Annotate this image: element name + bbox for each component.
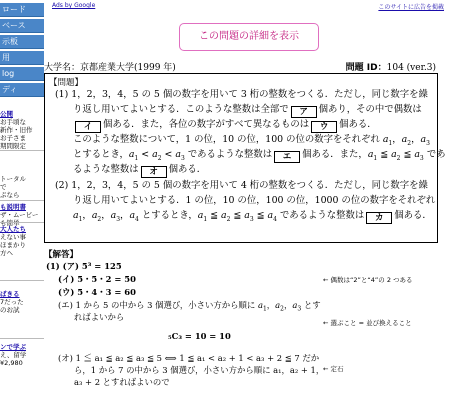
- margin-note: ← 偶数は“2”と“4”の 2 つある: [323, 276, 413, 284]
- ad-text: えない事: [0, 233, 26, 241]
- ad-title[interactable]: 公開: [0, 110, 13, 118]
- ad-title[interactable]: 大人たち: [0, 225, 26, 233]
- problem-text: このような整数について，1 の位，10 の位，100 の位の数字をそれぞれ: [73, 134, 380, 145]
- problem-line: このような整数について，1 の位，10 の位，100 の位の数字をそれぞれ $a_1$，$a_2$，$a_3$: [73, 134, 430, 147]
- margin-note: ← 選ぶこと = 並び換えること: [323, 319, 412, 327]
- answer-line: [74, 377, 170, 387]
- answer-text: (ウ) 5・4・3 = 60: [58, 287, 136, 297]
- answer-line: [74, 312, 124, 322]
- answer-text: (1) (ア) 5³ = 125: [46, 261, 122, 271]
- answer-text: ら，1 から 7 の中から 3 個選び，小さい方から順に a₁，a₂ + 1，: [74, 365, 325, 375]
- ad-text: 7だった: [0, 298, 24, 306]
- problem-text: とするとき，: [141, 210, 198, 221]
- university-name: 京都産業大学(1999 年): [80, 63, 176, 73]
- problem-id-label: 問題 ID：: [345, 63, 387, 73]
- ads-by-google-link[interactable]: Ads by Google: [52, 2, 96, 9]
- sidebar-nav: [0, 3, 44, 99]
- problem-text: 個あり，その中で偶数は: [318, 104, 422, 115]
- answer-line: [58, 287, 136, 297]
- ad-text: で: [0, 183, 7, 191]
- problem-text: であ: [426, 149, 446, 160]
- ad-title[interactable]: ばきる: [0, 290, 20, 298]
- problem-line: [55, 89, 428, 101]
- ad-text: ほまかり: [0, 241, 26, 249]
- problem-line: [73, 195, 435, 207]
- problem-line: [73, 164, 206, 178]
- problem-text: 個ある．また，: [302, 149, 368, 160]
- problem-line: とするとき，$a_1 < a_2 < a_3$ であるような整数は エ 個ある．また，$a_1$ ≦ $a_2$ ≦ $a_3$ であ: [73, 149, 446, 162]
- answer-box-o: オ: [141, 166, 167, 178]
- sidebar-ad[interactable]: [0, 110, 44, 150]
- answer-title: 【解答】: [44, 250, 79, 260]
- answer-text: a₃ + 2 とすればよいので: [74, 377, 170, 387]
- ad-text: お子さま: [0, 134, 26, 142]
- problem-text: (2) 1，2，3，4，5 の 5 個の数字を用いて 4 桁の整数をつくる．ただし，同じ数字を繰: [55, 180, 428, 191]
- answer-text: ₅C₃ = 10: [168, 331, 207, 341]
- answer-line: (エ) 1 から 5 の中から 3 個選び，小さい方から順に $a_1$，$a_2$，$a_3$ とす: [58, 300, 321, 313]
- answer-text: (オ) 1 ≦ a₁ ≦ a₂ ≦ a₃ ≦ 5 ⟺ 1 ≦ a₁ < a₂ + 1 < a₃ + 2 ≦ 7 だか: [58, 353, 320, 363]
- margin-note: ← 定石: [323, 365, 344, 373]
- left-sidebar: [0, 0, 44, 400]
- answer-line: [74, 365, 324, 375]
- university-label: 大学名：: [44, 63, 81, 73]
- problem-line: $a_1$，$a_2$，$a_3$，$a_4$ とするとき，$a_1$ ≦ $a_2$ ≦ $a_3$ ≦ $a_4$ であるような整数は カ 個ある．: [73, 210, 432, 223]
- answer-box-ka: カ: [366, 212, 392, 224]
- answer-text: (エ) 1 から 5 の中から 3 個選び，小さい方から順に: [58, 300, 256, 310]
- ad-text: え、留学: [0, 351, 27, 359]
- answer-line: [58, 353, 319, 363]
- ad-text: 期間限定: [0, 142, 26, 150]
- sidebar-ad[interactable]: [0, 343, 44, 367]
- answer-box-u: ウ: [311, 121, 337, 133]
- problem-text: るような整数は: [73, 164, 139, 175]
- sidebar-item-media[interactable]: ディ: [0, 83, 44, 97]
- ad-text: 方へ: [0, 249, 13, 257]
- ad-text: も簡単: [0, 219, 20, 227]
- sidebar-ad[interactable]: [0, 175, 44, 199]
- problem-line: [55, 180, 428, 192]
- answer-box-a: ア: [291, 106, 317, 118]
- sidebar-ad[interactable]: [0, 290, 44, 314]
- answer-line: [46, 261, 122, 271]
- problem-text: であるような整数は: [187, 149, 273, 160]
- sidebar-divider: [0, 338, 44, 339]
- answer-line: ₅C₃ = 10 = 10: [168, 331, 231, 341]
- problem-text: 個ある．: [339, 119, 377, 130]
- ad-text: ザ・ムービー: [0, 211, 39, 219]
- ad-title[interactable]: ンで学ぶ: [0, 343, 26, 351]
- ad-title[interactable]: も説明書: [0, 203, 26, 211]
- problem-text: とするとき，: [73, 149, 129, 160]
- sidebar-divider: [0, 222, 44, 223]
- problem-line: [73, 119, 377, 133]
- problem-text: 個ある．: [168, 164, 207, 175]
- answer-line: [58, 274, 136, 284]
- sidebar-item-board[interactable]: 示板: [0, 35, 44, 49]
- answer-box-e: エ: [274, 151, 300, 163]
- sidebar-ad[interactable]: [0, 203, 44, 227]
- ad-text: ¥2,980: [0, 359, 23, 367]
- advertise-link[interactable]: このサイトに広告を掲載: [378, 4, 444, 11]
- problem-text: (1) 1，2，3，4，5 の 5 個の数字を用いて 3 桁の整数をつくる．ただし，同じ数字を繰: [55, 89, 428, 100]
- ad-text: 新作・旧作: [0, 126, 33, 134]
- problem-text: 個ある．また，各位の数字がすべて異なるものは: [103, 119, 310, 130]
- problem-box: [44, 73, 446, 243]
- sidebar-ad[interactable]: [0, 225, 44, 257]
- sidebar-item-blog[interactable]: log: [0, 67, 44, 81]
- ad-text: トータル: [0, 175, 26, 183]
- university-line: [44, 60, 176, 73]
- answer-text: (イ) 5・5・2 = 50: [58, 274, 136, 284]
- problem-text: り返し用いてよいとする．このような整数は全部で: [73, 104, 289, 115]
- ad-text: ぷなら: [0, 191, 20, 199]
- answer-box-i: イ: [75, 121, 101, 133]
- answer-text: とす: [303, 300, 321, 310]
- problem-text: り返し用いてよいとする．1 の位，10 の位，100 の位，1000 の位の数字をそれぞれ: [73, 195, 436, 206]
- problem-text: であるような整数は: [279, 210, 365, 221]
- answer-text: ればよいから: [74, 312, 125, 322]
- problem-id-value: 104 (ver.3): [386, 63, 436, 73]
- problem-id: [346, 60, 436, 73]
- sidebar-divider: [0, 150, 44, 151]
- sidebar-item-download[interactable]: ロード: [0, 3, 44, 17]
- sidebar-item-usage[interactable]: 用: [0, 51, 44, 65]
- problem-text: 個ある．: [394, 210, 432, 221]
- sidebar-divider: [0, 280, 44, 281]
- ad-text: お手頃な: [0, 118, 26, 126]
- problem-line: [73, 104, 422, 118]
- sidebar-item-database[interactable]: ベース: [0, 19, 44, 33]
- show-detail-button[interactable]: この問題の詳細を表示: [179, 23, 319, 51]
- problem-title: 【問題】: [49, 78, 84, 88]
- ad-text: のお試: [0, 306, 20, 314]
- sidebar-divider: [0, 200, 44, 201]
